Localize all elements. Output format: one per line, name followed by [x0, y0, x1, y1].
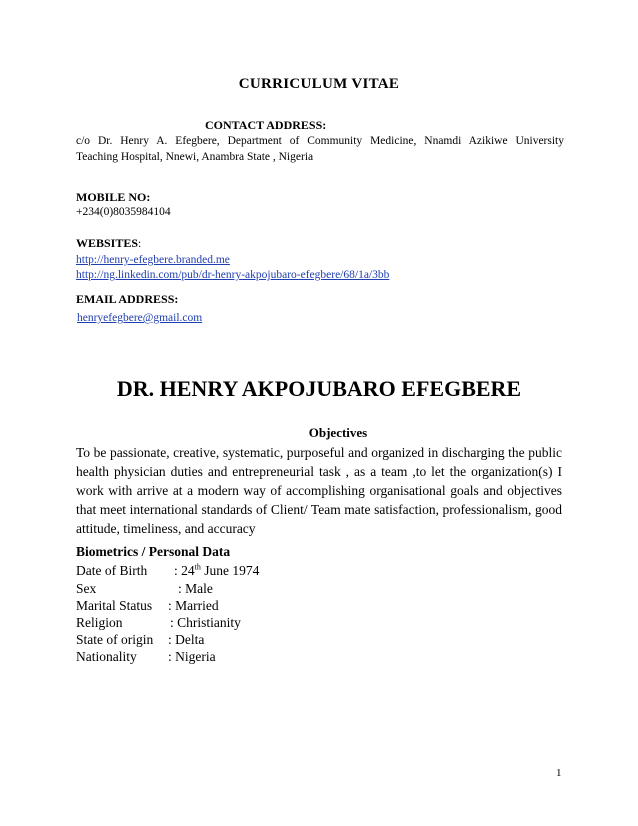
- email-label: EMAIL ADDRESS:: [76, 292, 179, 306]
- dob-label: Date of Birth: [76, 563, 148, 578]
- mobile-label: MOBILE NO:: [76, 190, 151, 204]
- nationality-value: : Nigeria: [168, 649, 216, 664]
- email-link[interactable]: henryefegbere@gmail.com: [77, 312, 203, 324]
- website-link-linkedin[interactable]: http://ng.linkedin.com/pub/dr-henry-akpojubaro-efegbere/68/1a/3bb: [76, 269, 390, 281]
- marital-status-label: Marital Status: [76, 598, 153, 613]
- page-number: 1: [556, 767, 562, 779]
- religion-row: [76, 614, 241, 631]
- dob-value-day: : 24: [174, 563, 195, 578]
- state-of-origin-row: [76, 631, 205, 648]
- marital-status-value: : Married: [168, 598, 219, 613]
- document-title: CURRICULUM VITAE: [238, 76, 400, 92]
- sex-label: Sex: [76, 581, 97, 596]
- dob-value-ordinal: th: [194, 562, 201, 572]
- marital-status-row: [76, 597, 219, 614]
- website-link-branded[interactable]: http://henry-efegbere.branded.me: [76, 254, 230, 266]
- sex-value: : Male: [178, 581, 213, 596]
- biometrics-heading: Biometrics / Personal Data: [76, 544, 231, 559]
- objectives-paragraph: To be passionate, creative, systematic, purposeful and organized in discharging the public health physician duties and entrepreneurial task , as a team ,to let the organization(s) I work with arrive at a modern way of accomplishing organisational goals and objectives that meet international standards of Client/ Team mate satisfaction, professionalism, good attitude, timeliness, and accuracy: [76, 445, 562, 536]
- objectives-heading: Objectives: [308, 425, 368, 440]
- address-line-2: Teaching Hospital, Nnewi, Anambra State , Nigeria: [76, 151, 314, 163]
- religion-label: Religion: [76, 615, 123, 630]
- mobile-number: +234(0)8035984104: [76, 206, 171, 218]
- contact-address: [76, 133, 564, 165]
- dob-value-month-year: June 1974: [200, 563, 260, 578]
- website-link-2-row: [76, 265, 389, 283]
- nationality-row: [76, 648, 216, 665]
- state-of-origin-value: : Delta: [168, 632, 205, 647]
- person-name-heading: DR. HENRY AKPOJUBARO EFEGBERE: [116, 376, 522, 401]
- dob-row: [76, 562, 260, 579]
- religion-value: : Christianity: [170, 615, 241, 630]
- dob-value: [174, 562, 259, 579]
- nationality-label: Nationality: [76, 649, 137, 664]
- email-row: [77, 308, 202, 326]
- websites-colon: :: [138, 238, 142, 250]
- sex-row: [76, 580, 213, 597]
- state-of-origin-label: State of origin: [76, 632, 154, 647]
- websites-label: WEBSITES: [76, 236, 139, 250]
- contact-address-heading: CONTACT ADDRESS:: [205, 118, 327, 132]
- address-line-1: c/o Dr. Henry A. Efegbere, Department of Community Medicine, Nnamdi Azikiwe University: [76, 135, 564, 147]
